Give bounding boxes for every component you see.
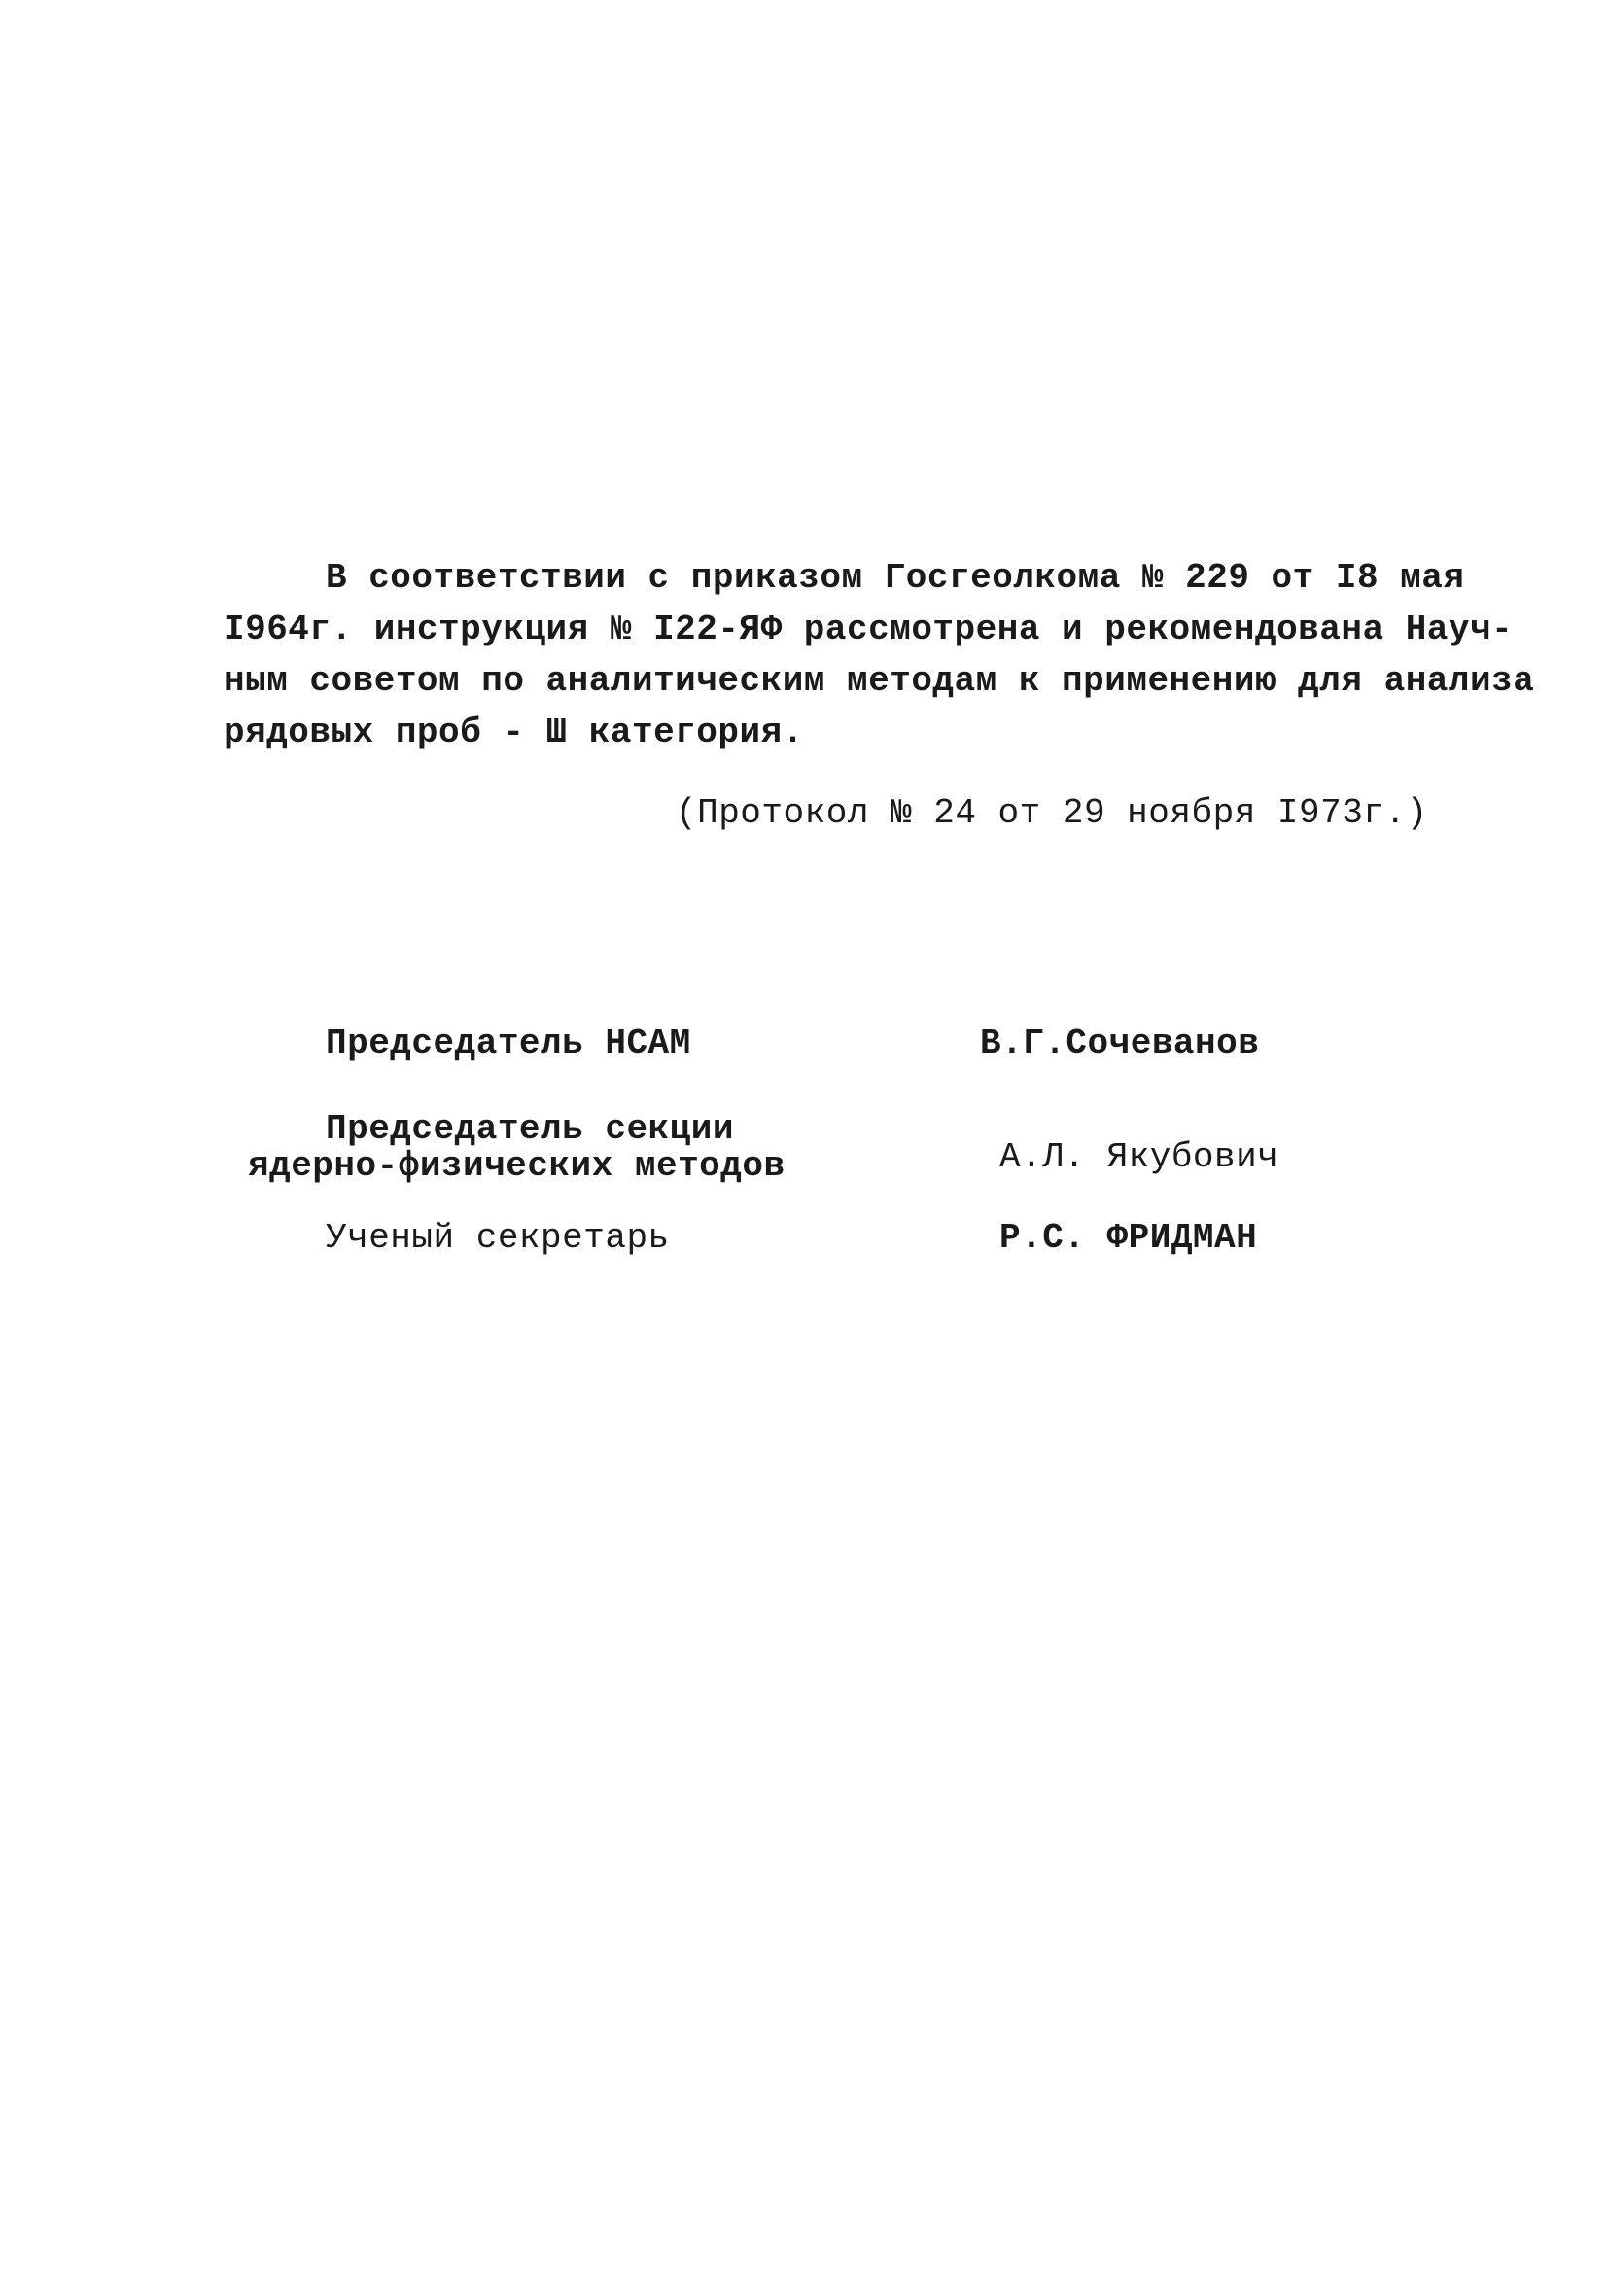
signature-name: Р.С. ФРИДМАН <box>999 1218 1258 1258</box>
signature-title <box>326 1026 691 1062</box>
approval-paragraph <box>224 552 1535 758</box>
signature-name: В.Г.Сочеванов <box>980 1024 1260 1063</box>
paragraph-line: ным советом по аналитическим методам к применению для анализа <box>224 661 1535 701</box>
paragraph-line: В соответствии с приказом Госгеолкома № 229 от I8 мая <box>326 558 1465 598</box>
paragraph-line: рядовых проб - Ш категория. <box>224 713 804 752</box>
signature-title-line: ядерно-физических методов <box>248 1146 786 1186</box>
signature-name: А.Л. Якубович <box>999 1137 1279 1177</box>
signature-title <box>326 1220 670 1257</box>
signature-title-line: Председатель НСАМ <box>326 1024 691 1063</box>
signature-title <box>248 1111 786 1185</box>
signature-title-line: Председатель секции <box>326 1109 734 1149</box>
paragraph-line: I964г. инструкция № I22-ЯФ рассмотрена и рекомендована Науч- <box>224 609 1514 649</box>
signature-title-line: Ученый секретарь <box>326 1218 670 1258</box>
protocol-reference: (Протокол № 24 от 29 ноября I973г.) <box>676 793 1428 833</box>
